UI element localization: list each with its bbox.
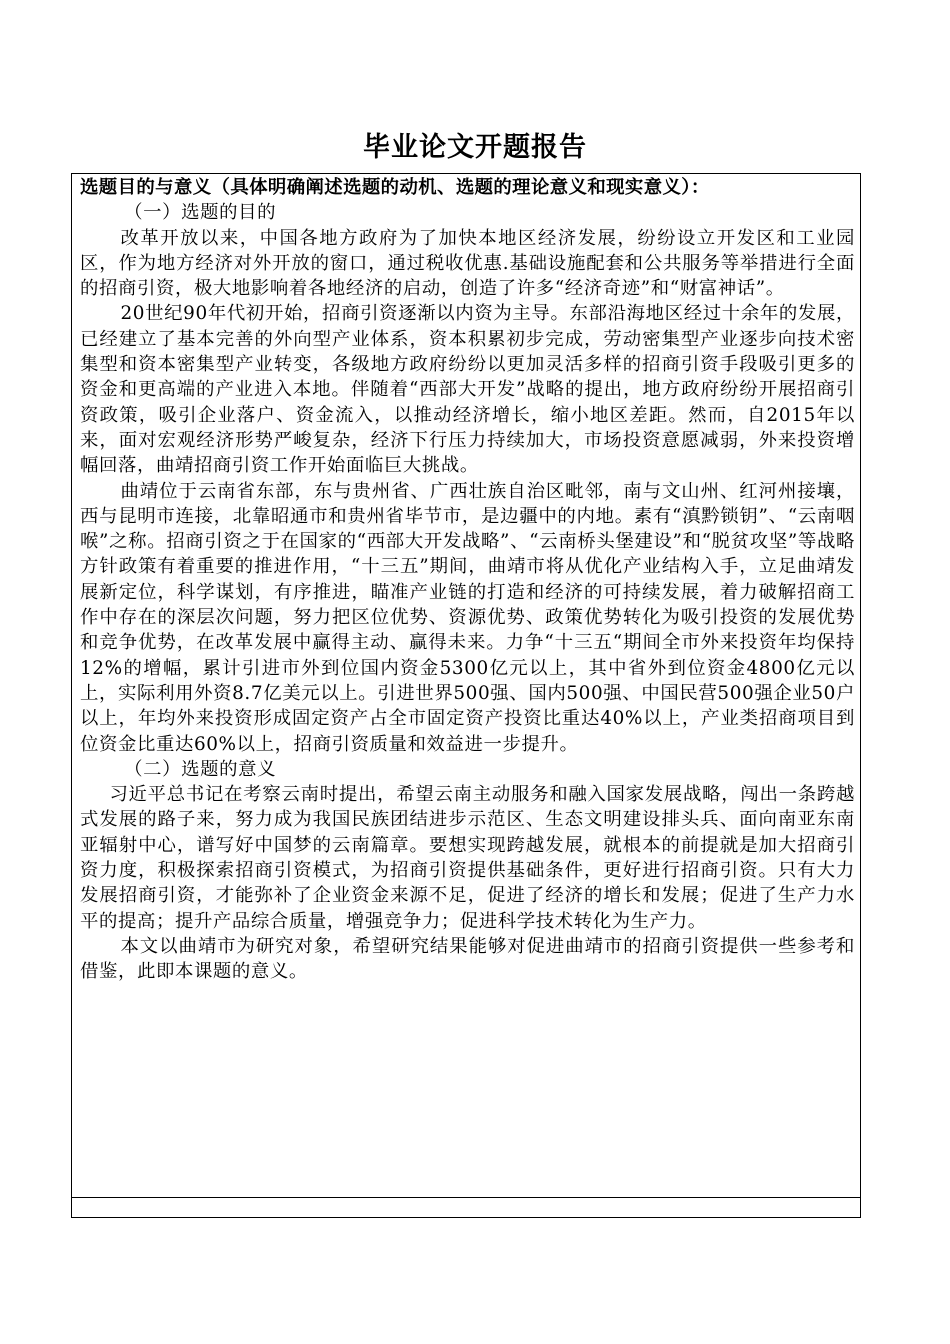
document-body <box>80 175 855 985</box>
subheading-purpose: （一）选题的目的 <box>124 202 277 224</box>
subheading-significance: （二）选题的意义 <box>124 758 277 780</box>
paragraph: 本文以曲靖市为研究对象，希望研究结果能够对促进曲靖市的招商引资提供一些参考和借鉴，此即本课题的意义。 <box>80 935 855 983</box>
paragraph: 20世纪90年代初开始，招商引资逐渐以内资为主导。东部沿海地区经过十余年的发展，已经建立了基本完善的外向型产业体系，资本积累初步完成，劳动密集型产业逐步向技术密集型和资本密集型产业转变，各级地方政府纷纷以更加灵活多样的招商引资手段吸引更多的资金和更高端的产业进入本地。伴随着“西部大开发”战略的提出，地方政府纷纷开展招商引资政策，吸引企业落户、资金流入，以推动经济增长，缩小地区差距。然而，自2015年以来，面对宏观经济形势严峻复杂，经济下行压力持续加大，市场投资意愿减弱，外来投资增幅回落，曲靖招商引资工作开始面临巨大挑战。 <box>80 303 855 477</box>
table-row-divider <box>71 1197 861 1198</box>
paragraph: 习近平总书记在考察云南时提出，希望云南主动服务和融入国家发展战略，闯出一条跨越式发展的路子来，努力成为我国民族团结进步示范区、生态文明建设排头兵、面向南亚东南亚辐射中心，谱写好中国梦的云南篇章。要想实现跨越发展，就根本的前提就是加大招商引资力度，积极探索招商引资模式，为招商引资提供基础条件，更好进行招商引资。只有大力发展招商引资，才能弥补了企业资金来源不足，促进了经济的增长和发展；促进了生产力水平的提高；提升产品综合质量，增强竞争力；促进科学技术转化为生产力。 <box>80 784 855 932</box>
section-heading: 选题目的与意义（具体明确阐述选题的动机、选题的理论意义和现实意义）： <box>80 177 710 198</box>
paragraph: 曲靖位于云南省东部，东与贵州省、广西壮族自治区毗邻，南与文山州、红河州接壤，西与昆明市连接，北靠昭通市和贵州省毕节市，是边疆中的内地。素有“滇黔锁钥”、“云南咽喉”之称。招商引资之于在国家的“西部大开发战略”、“云南桥头堡建设”和“脱贫攻坚”等战略方针政策有着重要的推进作用，“十三五”期间，曲靖市将从优化产业结构入手，立足曲靖发展新定位，科学谋划，有序推进，瞄准产业链的打造和经济的可持续发展，着力破解招商工作中存在的深层次问题，努力把区位优势、资源优势、政策优势转化为吸引投资的发展优势和竞争优势，在改革发展中赢得主动、赢得未来。力争“十三五“期间全市外来投资年均保持12%的增幅，累计引进市外到位国内资金5300亿元以上，其中省外到位资金4800亿元以上，实际利用外资8.7亿美元以上。引进世界500强、国内500强、中国民营500强企业50户以上，年均外来投资形成固定资产占全市固定资产投资比重达40%以上，产业类招商项目到位资金比重达60%以上，招商引资质量和效益进一步提升。 <box>80 480 855 755</box>
paragraph: 改革开放以来，中国各地方政府为了加快本地区经济发展，纷纷设立开发区和工业园区，作为地方经济对外开放的窗口，通过税收优惠.基础设施配套和公共服务等举措进行全面的招商引资，极大地影响着各地经济的启动，创造了许多“经济奇迹”和“财富神话”。 <box>80 227 855 300</box>
page-title: 毕业论文开题报告 <box>363 132 587 163</box>
